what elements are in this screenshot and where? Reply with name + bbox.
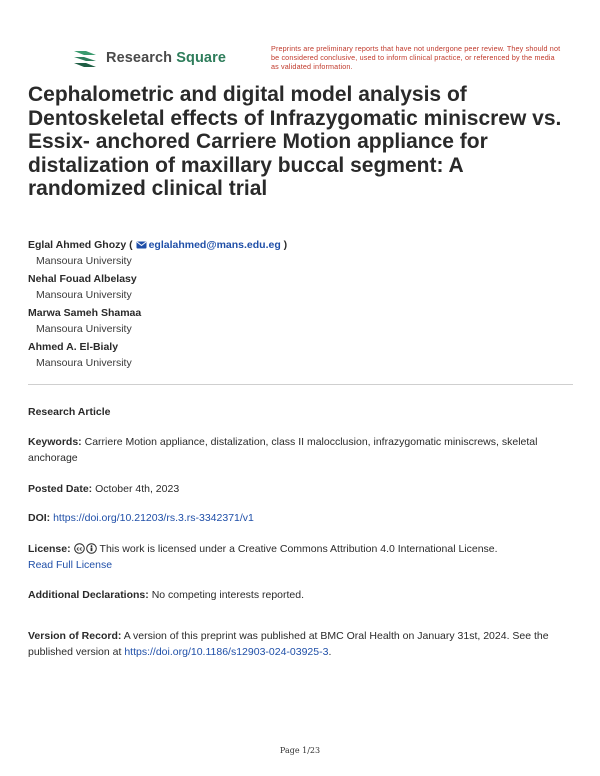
version-of-record: Version of Record: A version of this preprint was published at BMC Oral Health on January 31st, 2024. See the published version at https://doi.org/10.1186/s12903-024-03925-3. <box>28 630 549 658</box>
article-type: Research Article <box>28 406 111 418</box>
logo-text: Research Square <box>106 50 226 66</box>
author-name: Eglal Ahmed Ghozy ( eglalahmed@mans.edu.eg ) <box>28 239 288 251</box>
doi: DOI: https://doi.org/10.21203/rs.3.rs-3342371/v1 <box>28 512 254 524</box>
mail-icon <box>136 241 147 249</box>
license: License: cc This work is licensed under a Creative Commons Attribution 4.0 International License. Read Full License <box>28 543 498 571</box>
posted-date: Posted Date: October 4th, 2023 <box>28 483 180 495</box>
article-title: Cephalometric and digital model analysis of Dentoskeletal effects of Infrazygomatic miniscrew vs. Essix- anchored Carriere Motion appliance for distalization of maxillary buccal segment: A randomized clinical trial <box>28 83 562 201</box>
author-email-link[interactable]: eglalahmed@mans.edu.eg <box>148 239 281 251</box>
research-square-logo-icon <box>72 47 98 69</box>
preprint-disclaimer: Preprints are preliminary reports that have not undergone peer review. They should not be considered conclusive, used to inform clinical practice, or referenced by the media as validated information. <box>271 44 561 71</box>
read-full-license-link[interactable]: Read Full License <box>28 559 113 571</box>
author-name: Nehal Fouad Albelasy <box>28 273 137 285</box>
author-affiliation: Mansoura University <box>36 289 132 301</box>
author-affiliation: Mansoura University <box>36 255 132 267</box>
page-number: Page 1/23 <box>279 746 321 755</box>
additional-declarations: Additional Declarations: No competing interests reported. <box>28 589 305 601</box>
research-square-logo[interactable] <box>72 47 226 69</box>
author-list <box>28 237 287 373</box>
author-affiliation: Mansoura University <box>36 323 132 335</box>
author-name: Marwa Sameh Shamaa <box>28 307 142 319</box>
author-name: Ahmed A. El-Bialy <box>28 341 119 353</box>
section-divider <box>28 384 573 385</box>
author-affiliation: Mansoura University <box>36 357 132 369</box>
svg-text:cc: cc <box>76 546 82 553</box>
creative-commons-icon <box>74 543 98 554</box>
keywords: Keywords: Carriere Motion appliance, distalization, class II malocclusion, infrazygomatic miniscrews, skeletal anchorage <box>28 436 538 464</box>
doi-link[interactable]: https://doi.org/10.21203/rs.3.rs-3342371/v1 <box>53 512 254 524</box>
vor-doi-link[interactable]: https://doi.org/10.1186/s12903-024-03925-3 <box>124 646 329 658</box>
